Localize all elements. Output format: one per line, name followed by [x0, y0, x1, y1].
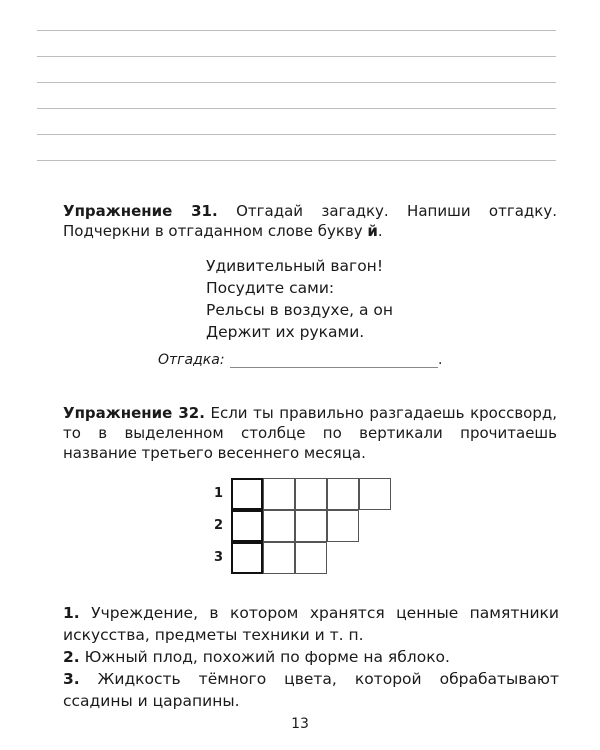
crossword-row-number: 1	[214, 486, 224, 501]
exercise-32-text: Если ты правильно разгадаешь кроссворд, то в выделенном столбце по вертикали прочитаешь название третьего весеннего месяца.	[63, 404, 557, 462]
exercise-31-text-end: .	[377, 222, 383, 240]
writing-line[interactable]	[37, 82, 556, 83]
writing-line[interactable]	[37, 160, 556, 161]
writing-line[interactable]	[37, 30, 556, 31]
exercise-32-title: Упражнение 32.	[63, 404, 205, 422]
crossword-cell[interactable]	[295, 542, 327, 574]
clue-text: Учреждение, в котором хранятся ценные памятники искусства, предметы техники и т. п.	[63, 604, 559, 644]
writing-line[interactable]	[37, 56, 556, 57]
crossword-cell-highlighted[interactable]	[231, 478, 263, 510]
exercise-32-instructions	[63, 403, 557, 463]
crossword-row-number: 3	[214, 550, 224, 565]
crossword-cell[interactable]	[327, 478, 359, 510]
clue-number: 1.	[63, 604, 80, 622]
crossword-cell[interactable]	[327, 510, 359, 542]
riddle-line: Посудите сами:	[206, 279, 335, 297]
target-letter: й	[367, 222, 378, 240]
clue-1	[63, 602, 559, 646]
crossword-row-number: 2	[214, 518, 224, 533]
writing-line[interactable]	[37, 134, 556, 135]
crossword-cell[interactable]	[295, 510, 327, 542]
page-number: 13	[291, 716, 309, 732]
riddle-line: Держит их руками.	[206, 323, 365, 341]
exercise-31-title: Упражнение 31.	[63, 202, 218, 220]
riddle-poem	[206, 255, 393, 343]
clue-text: Южный плод, похожий по форме на яблоко.	[79, 648, 450, 666]
crossword-cell[interactable]	[263, 478, 295, 510]
exercise-31-text: Отгадай загадку. Напиши отгадку. Подчеркни в отгаданном слове букву	[63, 202, 557, 240]
crossword-cell[interactable]	[263, 542, 295, 574]
riddle-line: Рельсы в воздухе, а он	[206, 301, 394, 319]
clue-number: 3.	[63, 670, 80, 688]
clue-text: Жидкость тёмного цвета, которой обрабатывают ссадины и царапины.	[63, 670, 559, 710]
crossword-cell[interactable]	[263, 510, 295, 542]
answer-end-dot: .	[438, 352, 443, 368]
crossword-cell[interactable]	[295, 478, 327, 510]
crossword-cell-highlighted[interactable]	[231, 542, 263, 574]
clue-number: 2.	[63, 648, 80, 666]
crossword-cell-highlighted[interactable]	[231, 510, 263, 542]
answer-label: Отгадка:	[158, 352, 225, 368]
clue-3	[63, 668, 559, 712]
answer-input-line[interactable]	[230, 367, 438, 368]
clue-2	[63, 646, 559, 668]
exercise-31-instructions	[63, 201, 557, 241]
writing-line[interactable]	[37, 108, 556, 109]
riddle-line: Удивительный вагон!	[206, 257, 384, 275]
crossword-cell[interactable]	[359, 478, 391, 510]
